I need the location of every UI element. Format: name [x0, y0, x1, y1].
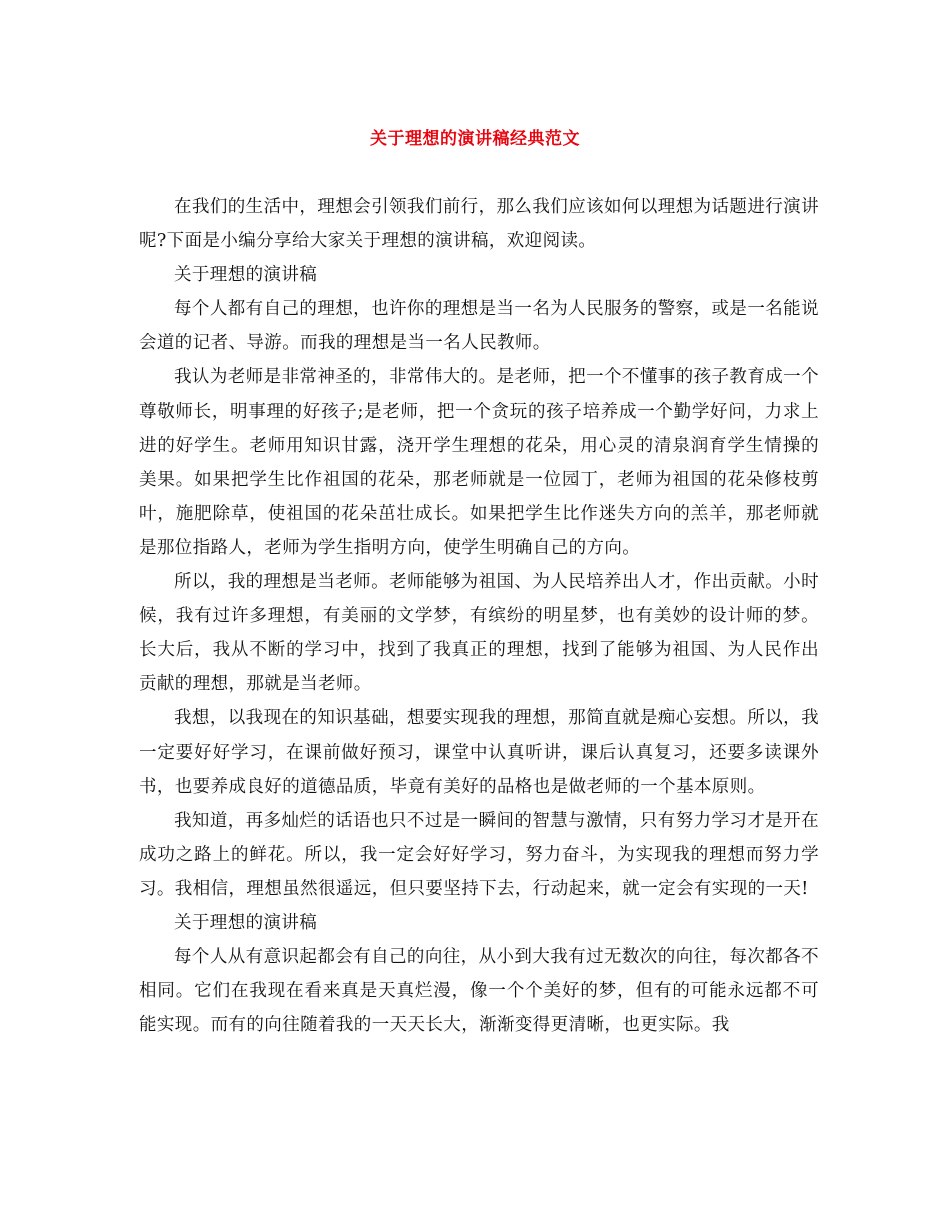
section-heading: 关于理想的演讲稿	[174, 265, 318, 286]
paragraph: 所以，我的理想是当老师。老师能够为祖国、为人民培养出人才，作出贡献。小时候，我有过许多理想，有美丽的文学梦，有缤纷的明星梦，也有美妙的设计师的梦。长大后，我从不断的学习中，找到了我真正的理想，找到了能够为祖国、为人民作出贡献的理想，那就是当老师。	[139, 572, 819, 695]
paragraph: 我认为老师是非常神圣的，非常伟大的。是老师，把一个不懂事的孩子教育成一个尊敬师长，明事理的好孩子;是老师，把一个贪玩的孩子培养成一个勤学好问，力求上进的好学生。老师用知识甘露，浇开学生理想的花朵，用心灵的清泉润育学生情操的美果。如果把学生比作祖国的花朵，那老师就是一位园丁，老师为祖国的花朵修枝剪叶，施肥除草，使祖国的花朵茁壮成长。如果把学生比作迷失方向的羔羊，那老师就是那位指路人，老师为学生指明方向，使学生明确自己的方向。	[139, 367, 819, 558]
section-heading: 关于理想的演讲稿	[174, 912, 318, 933]
paragraph: 我知道，再多灿烂的话语也只不过是一瞬间的智慧与激情，只有努力学习才是开在成功之路上的鲜花。所以，我一定会好好学习，努力奋斗，为实现我的理想而努力学习。我相信，理想虽然很遥远，但只要坚持下去，行动起来，就一定会有实现的一天!	[139, 810, 819, 899]
document-body	[139, 190, 819, 1042]
paragraph: 每个人从有意识起都会有自己的向往，从小到大我有过无数次的向往，每次都各不相同。它们在我现在看来真是天真烂漫，像一个个美好的梦，但有的可能永远都不可能实现。而有的向往随着我的一天天长大，渐渐变得更清晰，也更实际。我	[139, 947, 819, 1036]
paragraph: 每个人都有自己的理想，也许你的理想是当一名为人民服务的警察，或是一名能说会道的记者、导游。而我的理想是当一名人民教师。	[139, 299, 819, 354]
document-title: 关于理想的演讲稿经典范文	[370, 129, 580, 149]
paragraph: 我想，以我现在的知识基础，想要实现我的理想，那简直就是痴心妄想。所以，我一定要好好学习，在课前做好预习，课堂中认真听讲，课后认真复习，还要多读课外书，也要养成良好的道德品质，毕竟有美好的品格也是做老师的一个基本原则。	[139, 708, 819, 797]
paragraph-intro: 在我们的生活中，理想会引领我们前行，那么我们应该如何以理想为话题进行演讲呢?下面是小编分享给大家关于理想的演讲稿，欢迎阅读。	[139, 197, 819, 252]
